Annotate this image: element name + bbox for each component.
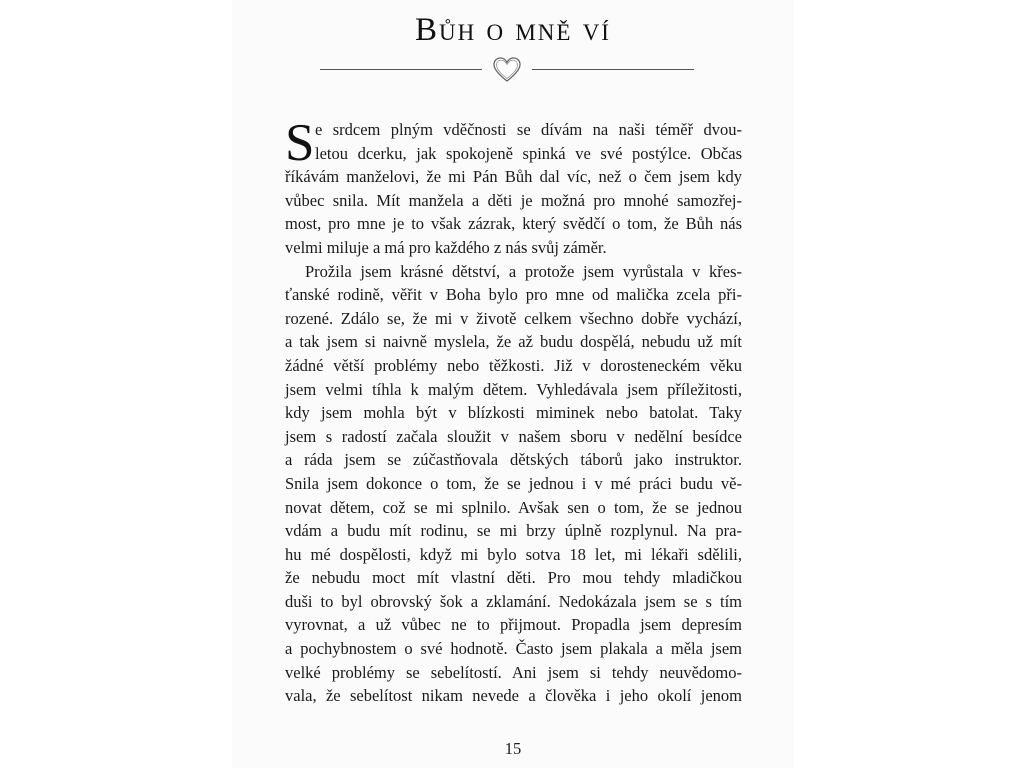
text-line: kdy jsem mohla být v blízkosti miminek nebo batolat. Taky [285,403,742,423]
text-line: hu mé dospělosti, když mi bylo sotva 18 let, mi lékaři sdělili, [285,544,742,564]
ornament-rule-right [532,69,694,70]
text-line: rozené. Zdálo se, že mi v životě celkem všechno dobře vychází, [285,308,742,328]
text-line: novat dětem, což se mi splnilo. Avšak sen o tom, že se jednou [285,497,742,517]
text-line: ťanské rodině, věřit v Boha bylo pro mne od malička zcela při- [285,285,742,305]
text-line: vyrovnat, a už vůbec ne to přijmout. Propadla jsem depresím [285,615,742,635]
page-number: 15 [504,739,522,758]
text-line: říkávám manželovi, že mi Pán Bůh dal víc, než o čem jsem kdy [285,167,742,187]
book-page [232,0,794,768]
text-line: žádné větší problémy nebo těžkosti. Již v dorosteneckém věku [285,355,742,375]
text-line: a ráda jsem se zúčastňovala dětských táborů jako instruktor. [285,450,742,470]
text-line: velké problémy se sebelítostí. Ani jsem si tehdy neuvědomo- [285,662,742,682]
text-line: Prožila jsem krásné dětství, a protože jsem vyrůstala v křes- [305,261,742,281]
paragraph-1 [285,114,742,260]
chapter-title: Bůh o mně ví [415,12,611,48]
text-line: e srdcem plným vděčnosti se dívám na naši téměř dvou- [315,120,742,139]
heart-icon [492,56,522,84]
drop-cap: S [285,114,315,172]
text-line: a pochybnostem o své hodnotě. Často jsem plakala a měla jsem [285,639,742,659]
text-line: vala, že sebelítost nikam nevede a člověka i jeho okolí jenom [285,686,742,706]
text-line: letou dcerku, jak spokojeně spinká ve své postýlce. Občas [315,143,742,163]
text-line: jsem s radostí začala sloužit v našem sboru v nedělní besídce [285,426,742,446]
text-line: velmi miluje a má pro každého z nás svůj záměr. [285,237,607,257]
text-line: vůbec snila. Mít manžela a děti je možná pro mnohé samozřej- [285,190,742,210]
text-line: duši to byl obrovský šok a zklamání. Nedokázala jsem se s tím [285,591,742,611]
ornament-rule-left [320,69,482,70]
title-ornament [320,56,694,86]
text-line: a tak jsem si naivně myslela, že až budu dospělá, nebudu už mít [285,332,742,352]
text-line: že nebudu moct mít vlastní děti. Pro mou tehdy mladičkou [285,568,742,588]
text-line: jsem velmi tíhla k malým dětem. Vyhledávala jsem příležitosti, [285,379,742,399]
body-text [285,114,742,708]
text-line: Snila jsem dokonce o tom, že se jednou i v mé práci budu vě- [285,473,742,493]
text-line: vdám a budu mít rodinu, se mi brzy úplně rozplynul. Na pra- [285,521,742,541]
paragraph-2 [285,260,742,708]
text-line: most, pro mne je to však zázrak, který svědčí o tom, že Bůh nás [285,214,742,234]
